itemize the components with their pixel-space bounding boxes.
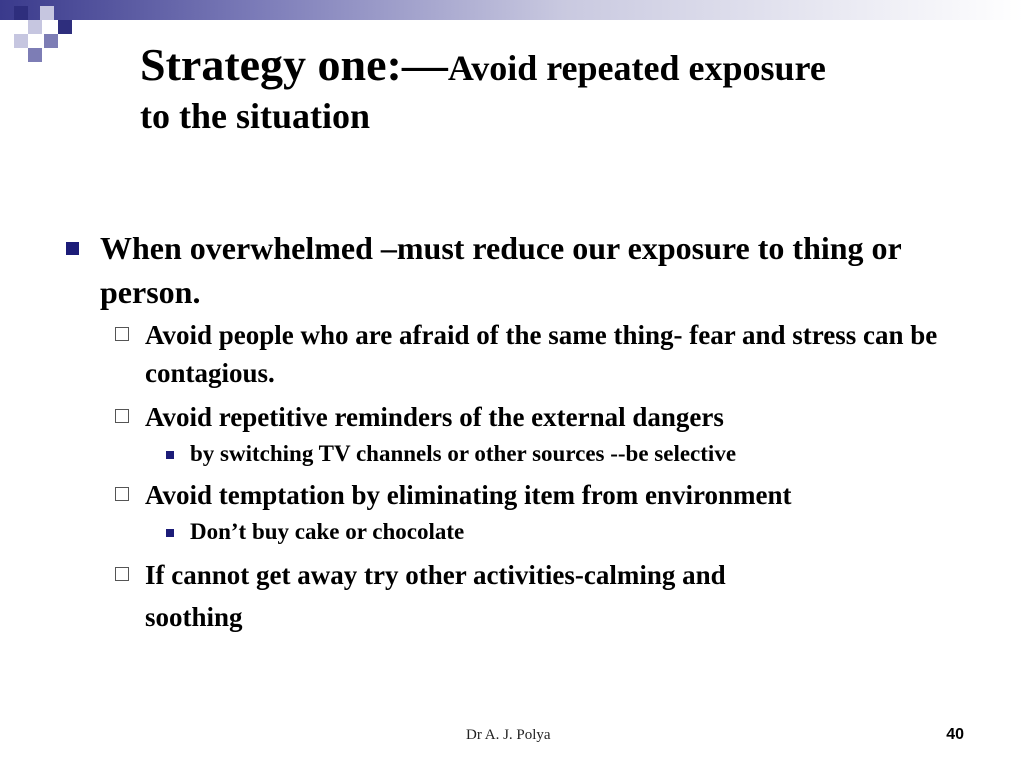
title-main: Strategy one:— (140, 39, 448, 90)
bullet-level2 (145, 398, 965, 436)
decor-square (40, 6, 54, 20)
decor-square (28, 20, 42, 34)
small-square-bullet-icon (166, 529, 174, 537)
bullet-text-line2: soothing (145, 602, 243, 632)
hollow-square-bullet-icon (115, 567, 129, 581)
header-gradient-bar (0, 0, 1024, 20)
bullet-level1 (100, 226, 960, 314)
bullet-text-line1: If cannot get away try other activities-calming and (145, 560, 726, 590)
square-bullet-icon (66, 242, 79, 255)
hollow-square-bullet-icon (115, 327, 129, 341)
title-rest-line1: Avoid repeated exposure (447, 48, 826, 88)
bullet-text: Avoid people who are afraid of the same thing- fear and stress can be contagious. (145, 320, 938, 388)
decor-square (58, 20, 72, 34)
bullet-level2 (145, 476, 965, 514)
slide-number: 40 (946, 726, 964, 743)
bullet-level2 (145, 316, 965, 392)
small-square-bullet-icon (166, 451, 174, 459)
decor-square (14, 6, 28, 20)
bullet-text: Don’t buy cake or chocolate (190, 519, 465, 544)
footer-author: Dr A. J. Polya (466, 727, 551, 743)
decor-square (14, 34, 28, 48)
decor-square (44, 34, 58, 48)
bullet-level2 (145, 554, 965, 638)
bullet-level3 (190, 516, 980, 548)
hollow-square-bullet-icon (115, 487, 129, 501)
slide-body (0, 226, 1024, 638)
slide-title (140, 36, 1000, 139)
bullet-text: Avoid temptation by eliminating item from environment (145, 480, 792, 510)
bullet-text: by switching TV channels or other sources --be selective (190, 441, 737, 466)
bullet-text: Avoid repetitive reminders of the external dangers (145, 402, 724, 432)
bullet-text: When overwhelmed –must reduce our exposure to thing or person. (100, 230, 902, 310)
hollow-square-bullet-icon (115, 409, 129, 423)
title-rest-line2: to the situation (140, 95, 371, 136)
decor-square (28, 48, 42, 62)
bullet-level3 (190, 438, 980, 470)
